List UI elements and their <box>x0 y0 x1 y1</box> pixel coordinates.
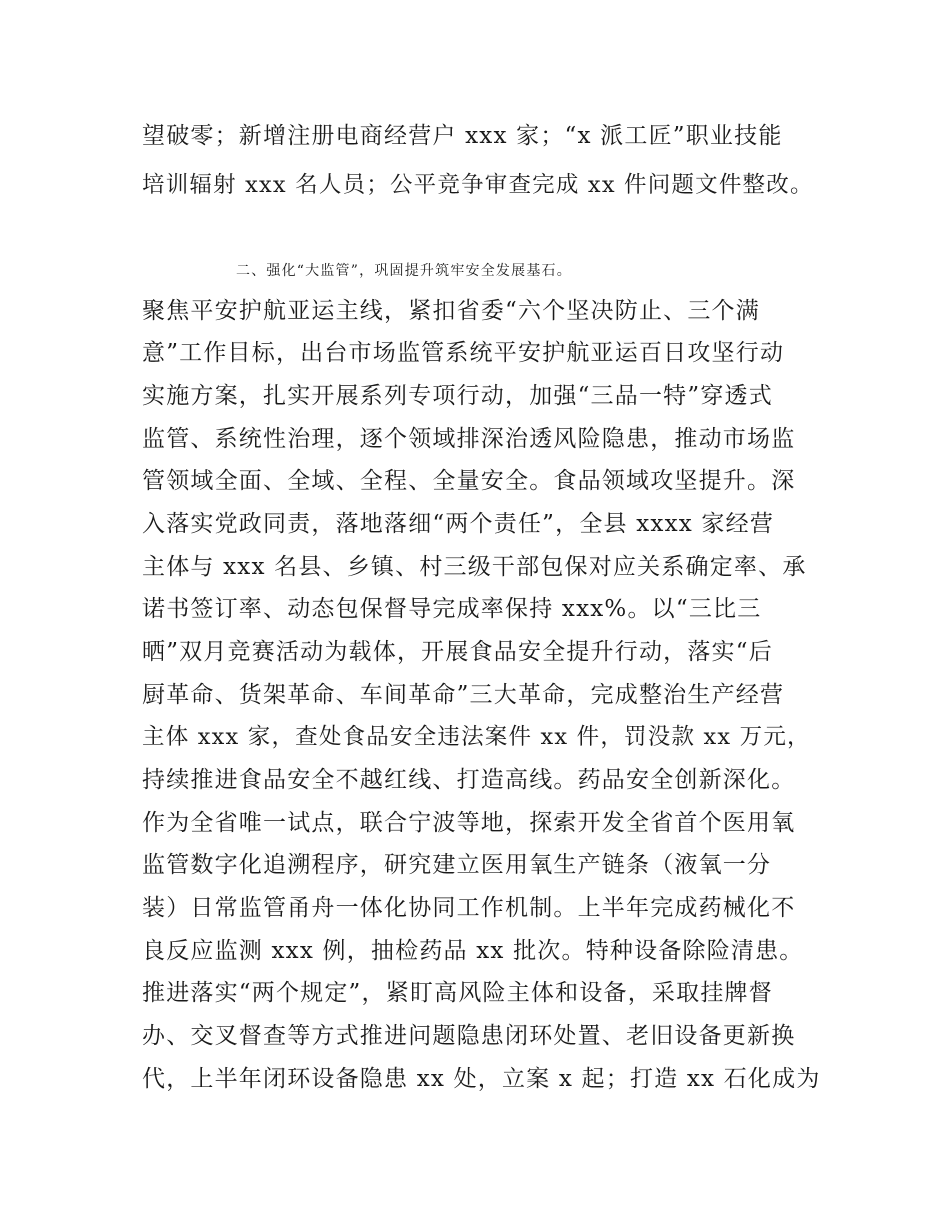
paragraph-2-line-6: 管领域全面、全域、全程、全量安全。食品领域攻坚提升。深 <box>142 468 796 494</box>
paragraph-2-line-12: 主体 xxx 家，查处食品安全违法案件 xx 件，罚没款 xx 万元， <box>142 724 811 750</box>
paragraph-2-line-10: 晒”双月竞赛活动为载体，开展食品安全提升行动，落实“后 <box>142 639 773 665</box>
paragraph-2-line-18: 推进落实“两个规定”，紧盯高风险主体和设备，采取挂牌督 <box>142 980 773 1006</box>
paragraph-2-line-16: 装）日常监管甬舟一体化协同工作机制。上半年完成药械化不 <box>142 895 796 921</box>
paragraph-1-line-2: 培训辐射 xxx 名人员；公平竞争审查完成 xx 件问题文件整改。 <box>142 172 814 198</box>
paragraph-2-line-15: 监管数字化追溯程序，研究建立医用氧生产链条（液氧一分 <box>142 852 772 878</box>
paragraph-2-line-8: 主体与 xxx 名县、乡镇、村三级干部包保对应关系确定率、承 <box>142 554 807 580</box>
paragraph-2-line-19: 办、交叉督查等方式推进问题隐患闭环处置、老旧设备更新换 <box>142 1023 796 1049</box>
paragraph-2-line-20: 代，上半年闭环设备隐患 xx 处，立案 x 起；打造 xx 石化成为 <box>142 1066 821 1092</box>
paragraph-2-line-17: 良反应监测 xxx 例，抽检药品 xx 批次。特种设备除险清患。 <box>142 938 804 964</box>
paragraph-1-line-1: 望破零；新增注册电商经营户 xxx 家；“x 派工匠”职业技能 <box>142 123 783 149</box>
paragraph-2-line-3: 意”工作目标，出台市场监管系统平安护航亚运百日攻坚行动 <box>142 340 785 366</box>
paragraph-2-line-5: 监管、系统性治理，逐个领域排深治透风险隐患，推动市场监 <box>142 426 796 452</box>
paragraph-2-line-9: 诺书签订率、动态包保督导完成率保持 xxx%。以“三比三 <box>142 596 762 622</box>
paragraph-2-line-7: 入落实党政同责，落地落细“两个责任”，全县 xxxx 家经营 <box>142 511 775 537</box>
paragraph-2-line-14: 作为全省唯一试点，联合宁波等地，探索开发全省首个医用氧 <box>142 810 796 836</box>
paragraph-2-line-11: 厨革命、货架革命、车间革命”三大革命，完成整治生产经营 <box>142 682 785 708</box>
paragraph-2-line-4: 实施方案，扎实开展系列专项行动，加强“三品一特”穿透式 <box>142 383 773 409</box>
paragraph-2-line-2: 聚焦平安护航亚运主线，紧扣省委“六个坚决防止、三个满 <box>142 298 760 324</box>
section-heading: 二、强化“大监管”，巩固提升筑牢安全发展基石。 <box>236 263 572 279</box>
paragraph-2-line-13: 持续推进食品安全不越红线、打造高线。药品安全创新深化。 <box>142 767 796 793</box>
